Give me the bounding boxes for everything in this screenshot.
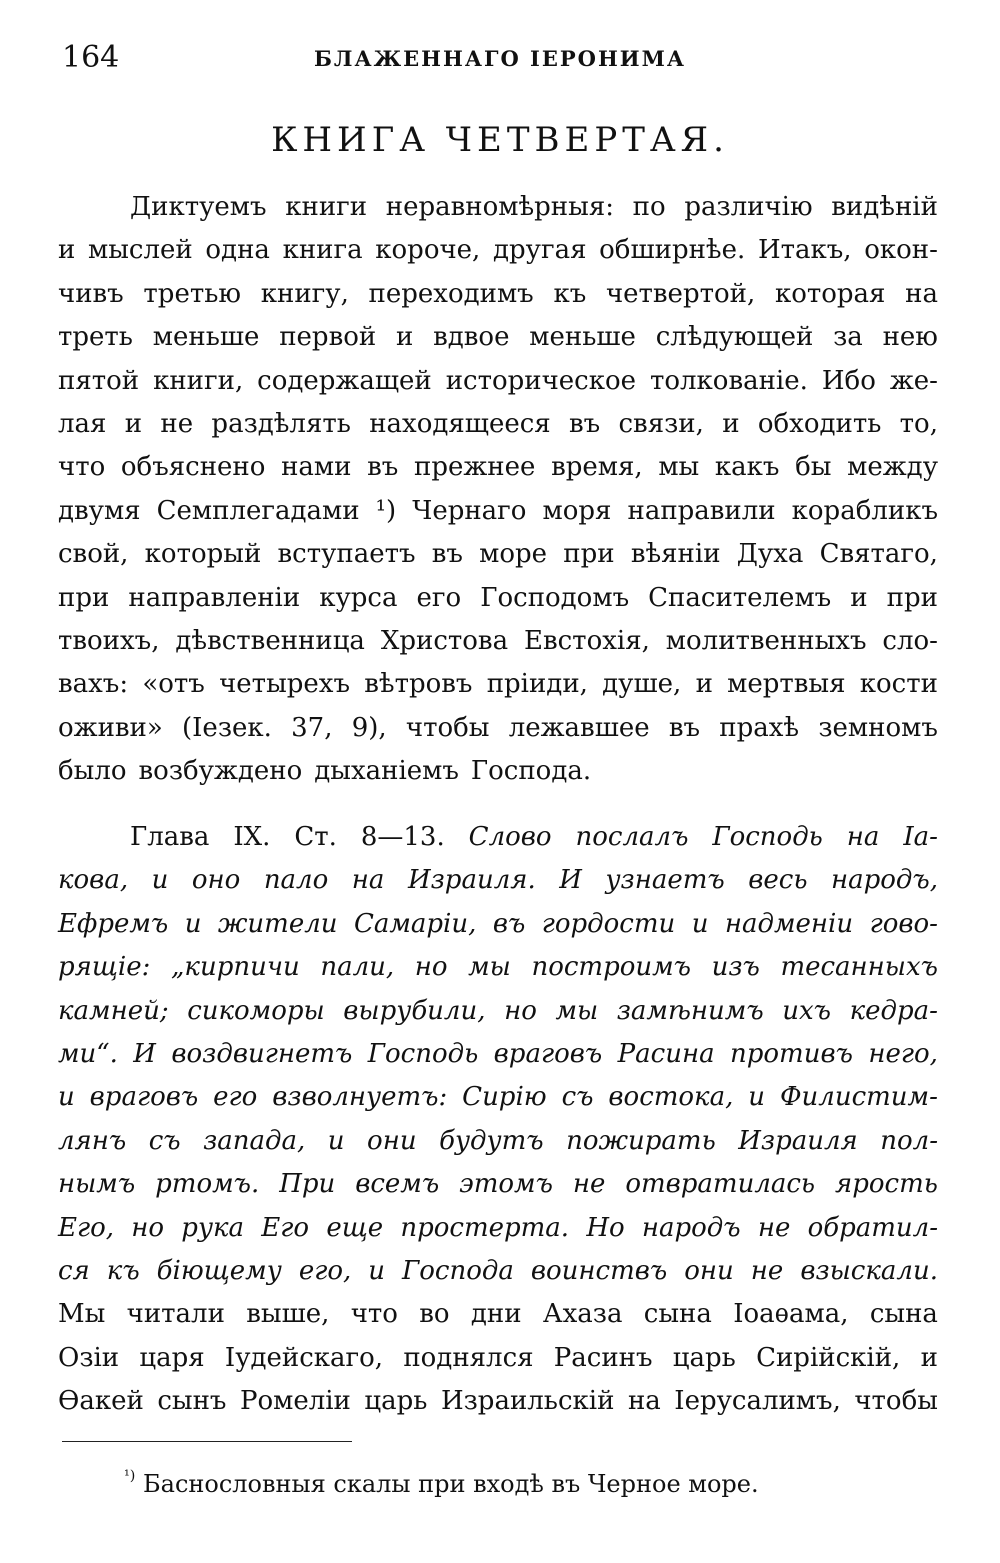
word: съ <box>561 1082 594 1113</box>
word: третью <box>143 278 242 309</box>
word: пали, <box>320 952 395 983</box>
word: И <box>133 1038 156 1069</box>
word: Іерусалимъ, <box>674 1386 841 1417</box>
word: Спасителемъ <box>648 582 832 613</box>
word: простерта. <box>400 1212 570 1243</box>
text-line <box>58 1293 938 1336</box>
word: къ <box>106 1255 140 1286</box>
word: Ефремъ <box>58 908 169 939</box>
word: по <box>632 192 666 222</box>
word: время, <box>551 452 643 483</box>
word: на <box>627 1386 661 1417</box>
text-line <box>58 446 938 489</box>
word: чтобы <box>405 712 490 743</box>
word: ихъ <box>782 995 832 1026</box>
page-number: 164 <box>62 40 120 75</box>
word: враговъ <box>89 1082 199 1113</box>
word: различію <box>684 192 813 222</box>
word: Ахаза <box>542 1299 623 1330</box>
word: между <box>847 452 938 483</box>
word: сына <box>643 1299 712 1330</box>
word: сына <box>869 1299 938 1330</box>
word: мы <box>555 995 599 1026</box>
word: узнаетъ <box>605 865 725 896</box>
word: и <box>722 408 740 439</box>
word: 37, <box>291 712 333 743</box>
word: какъ <box>714 452 780 483</box>
word: «отъ <box>142 669 205 700</box>
word: направленіи <box>128 582 301 613</box>
word: гово- <box>869 908 938 939</box>
word: при <box>886 582 938 613</box>
word: книга <box>282 235 363 266</box>
word: сло- <box>882 625 938 656</box>
word: чтобы <box>854 1386 938 1417</box>
word: съ <box>148 1125 181 1156</box>
word: его <box>416 582 462 613</box>
word: они <box>684 1255 734 1286</box>
word: Чернаго <box>412 495 527 526</box>
word: всемъ <box>355 1169 440 1200</box>
word: неравномѣрныя: <box>385 192 614 222</box>
word: четвертой, <box>605 278 756 309</box>
word: Ибо <box>821 365 876 396</box>
word: Христова <box>380 625 509 656</box>
word: народъ <box>641 1212 741 1243</box>
word: Самаріи, <box>353 908 477 939</box>
word: сикоморы <box>187 995 325 1026</box>
word: камней; <box>58 995 169 1026</box>
word: то, <box>899 408 938 439</box>
word: не <box>572 1169 606 1200</box>
word: враговъ <box>493 1038 603 1069</box>
word: четырехъ <box>219 669 350 700</box>
word: Сирію <box>462 1082 547 1113</box>
word: и <box>327 1125 345 1156</box>
word: мы <box>468 952 511 983</box>
text-line <box>58 1337 938 1380</box>
word: лянъ <box>58 1125 127 1156</box>
word: они <box>367 1125 417 1156</box>
word: книгу, <box>260 278 349 309</box>
word: При <box>279 1169 336 1200</box>
word: царь <box>364 1386 428 1417</box>
word: Господомъ <box>480 582 630 613</box>
footnote-rule <box>62 1441 352 1442</box>
word: прежнее <box>414 452 536 483</box>
word: его <box>213 1082 258 1113</box>
word: Слово <box>468 822 552 852</box>
word: жители <box>217 908 338 939</box>
text-line <box>58 490 938 533</box>
word: другая <box>493 235 587 266</box>
word: Іа- <box>903 822 938 852</box>
word: книги <box>285 192 368 222</box>
word: Господь <box>712 822 823 852</box>
word: поднялся <box>403 1342 534 1373</box>
text-line <box>58 1076 938 1119</box>
word: „кирпичи <box>170 952 300 983</box>
word: обратил- <box>807 1212 938 1243</box>
word: свой, <box>58 539 129 570</box>
word: Глава <box>130 822 210 852</box>
word: пріиди, <box>486 669 588 700</box>
word: и <box>850 582 868 613</box>
word: изъ <box>711 952 760 983</box>
word: весь <box>748 865 808 896</box>
word: Іоаѳама, <box>733 1299 849 1330</box>
word: при <box>563 539 615 570</box>
word: рящіе: <box>58 952 151 983</box>
word: за <box>833 322 863 353</box>
word: Іудейскаго, <box>224 1342 384 1373</box>
word: и <box>58 1082 75 1113</box>
word: противъ <box>730 1038 853 1069</box>
word: мыслей <box>88 235 193 266</box>
word: вступаетъ <box>277 539 416 570</box>
word: Расина <box>617 1038 715 1069</box>
word: вѣяніи <box>630 539 721 570</box>
word: мы <box>658 452 700 483</box>
word: двумя <box>58 495 141 526</box>
word: пожирать <box>566 1125 716 1156</box>
word: И <box>559 865 582 896</box>
paragraph-chapter-ix <box>58 816 938 1423</box>
word: но <box>414 952 448 983</box>
word: въ <box>367 452 399 483</box>
word: 8—13. <box>360 822 445 852</box>
word: и <box>184 908 202 939</box>
word: оно <box>191 865 241 896</box>
text-line <box>58 990 938 1033</box>
word: переходимъ <box>368 278 534 309</box>
word: кова, <box>58 865 129 896</box>
word: и <box>58 235 76 266</box>
word: Его <box>261 1212 310 1243</box>
word: еще <box>326 1212 384 1243</box>
word: народъ, <box>831 865 938 896</box>
word: возбуждено <box>138 756 303 787</box>
text-line <box>58 1033 938 1076</box>
word: ¹) <box>375 495 397 526</box>
word: пол- <box>880 1125 938 1156</box>
word: ярость <box>835 1169 938 1200</box>
word: (Іезек. <box>182 712 272 743</box>
footnote-text: Баснословныя скалы при входѣ въ Черное море. <box>143 1470 759 1498</box>
word: Сирійскій, <box>756 1342 901 1373</box>
word: него, <box>868 1038 938 1069</box>
word: Диктуемъ <box>130 192 267 222</box>
word: прахѣ <box>719 712 800 743</box>
word: Филистим- <box>779 1082 938 1113</box>
word: на <box>351 865 385 896</box>
word: и <box>691 908 709 939</box>
word: въ <box>431 539 463 570</box>
word: чивъ <box>58 278 124 309</box>
word: содержащей <box>257 365 432 396</box>
text-line <box>58 1163 938 1206</box>
word: моря <box>542 495 612 526</box>
word: лая <box>58 408 107 439</box>
word: вахъ: <box>58 669 129 700</box>
word: Святаго, <box>819 539 938 570</box>
word: нами <box>281 452 352 483</box>
word: ртомъ. <box>155 1169 260 1200</box>
word: Расинъ <box>553 1342 653 1373</box>
word: читали <box>126 1299 225 1330</box>
word: ми“. <box>58 1038 118 1069</box>
word: бы <box>795 452 832 483</box>
word: царя <box>139 1342 205 1373</box>
word: его, <box>298 1255 352 1286</box>
word: море <box>479 539 548 570</box>
text-line <box>58 360 938 403</box>
word: біющему <box>156 1255 282 1286</box>
word: толкованіе. <box>650 365 808 396</box>
word: пятой <box>58 365 140 396</box>
text-line <box>58 663 938 706</box>
word: дни <box>470 1299 522 1330</box>
word: Но <box>586 1212 625 1243</box>
word: нымъ <box>58 1169 136 1200</box>
word: послалъ <box>575 822 689 852</box>
text-line <box>58 403 938 446</box>
running-title: БЛАЖЕННАГО ІЕРОНИМА <box>313 46 686 71</box>
word: дѣвственница <box>175 625 365 656</box>
word: 9), <box>351 712 387 743</box>
word: но <box>504 995 537 1026</box>
word: ся <box>58 1255 90 1286</box>
word: воздвигнетъ <box>171 1038 353 1069</box>
word: объяснено <box>120 452 266 483</box>
word: Его, <box>58 1212 115 1243</box>
word: и <box>151 865 169 896</box>
word: Ромеліи <box>239 1386 351 1417</box>
word: запада, <box>203 1125 306 1156</box>
word: слѣдующей <box>655 322 814 353</box>
word: который <box>144 539 262 570</box>
word: построимъ <box>531 952 691 983</box>
word: и <box>368 1255 386 1286</box>
word: Духа <box>736 539 804 570</box>
paragraph-intro <box>58 186 938 793</box>
word: не <box>160 408 194 439</box>
word: замѣнимъ <box>616 995 764 1026</box>
word: не <box>757 1212 791 1243</box>
footnote-marker: ¹) <box>124 1468 136 1484</box>
text-line <box>58 229 938 272</box>
word: кости <box>859 669 938 700</box>
word: Евстохія, <box>524 625 650 656</box>
word: и <box>395 322 414 353</box>
word: сынъ <box>157 1386 227 1417</box>
word: историческое <box>445 365 637 396</box>
word: Израиля <box>738 1125 858 1156</box>
word: которая <box>774 278 886 309</box>
word: къ <box>553 278 587 309</box>
text-line <box>58 533 938 576</box>
word: тесанныхъ <box>780 952 938 983</box>
word: мертвыя <box>727 669 846 700</box>
word: Господь <box>367 1038 479 1069</box>
word: меньше <box>152 322 260 353</box>
word: въ <box>492 908 526 939</box>
word: при <box>58 582 110 613</box>
text-line <box>58 273 938 316</box>
word: вдвое <box>433 322 510 353</box>
word: книги, <box>153 365 244 396</box>
word: что <box>350 1299 398 1330</box>
word: и <box>920 1342 938 1373</box>
word: Мы <box>58 1299 106 1330</box>
word: курса <box>319 582 398 613</box>
word: и <box>124 408 143 439</box>
word: раздѣлять <box>211 408 351 439</box>
word: отвратилась <box>625 1169 816 1200</box>
text-line <box>58 1250 938 1293</box>
word: гордости <box>541 908 676 939</box>
word: воинствъ <box>530 1255 668 1286</box>
word: востока, <box>608 1082 734 1113</box>
word: Господа. <box>470 756 592 787</box>
word: этомъ <box>459 1169 553 1200</box>
word: первой <box>279 322 377 353</box>
word: вырубили, <box>343 995 486 1026</box>
word: душе, <box>602 669 682 700</box>
word: и <box>695 669 713 700</box>
word: на <box>846 822 880 852</box>
word: взыскали. <box>800 1255 938 1286</box>
text-line <box>58 946 938 989</box>
word: надменіи <box>724 908 854 939</box>
word: пало <box>263 865 329 896</box>
word: Ѳакей <box>58 1386 144 1417</box>
word: но <box>131 1212 165 1243</box>
word: что <box>58 452 106 483</box>
word: оживи» <box>58 712 163 743</box>
word: обходить <box>757 408 882 439</box>
chapter-title: КНИГА ЧЕТВЕРТАЯ. <box>271 120 729 160</box>
text-line <box>58 1120 938 1163</box>
text-line <box>58 859 938 902</box>
text-line <box>58 1207 938 1250</box>
word: короче, <box>375 235 481 266</box>
text-line <box>58 1380 938 1423</box>
text-line <box>58 707 938 750</box>
word: было <box>58 756 127 787</box>
word: рука <box>181 1212 245 1243</box>
word: Итакъ, <box>757 235 852 266</box>
word: же- <box>889 365 938 396</box>
word: выше, <box>246 1299 330 1330</box>
word: во <box>419 1299 450 1330</box>
text-line <box>58 903 938 946</box>
word: направили <box>627 495 776 526</box>
word: меньше <box>529 322 636 353</box>
word: окон- <box>864 235 938 266</box>
word: нею <box>882 322 938 353</box>
word: и <box>748 1082 766 1113</box>
word: земномъ <box>818 712 938 743</box>
word: кедра- <box>849 995 938 1026</box>
text-line <box>58 316 938 359</box>
text-line <box>58 620 938 663</box>
word: вѣтровъ <box>364 669 473 700</box>
word: въ <box>668 712 701 743</box>
word: лежавшее <box>508 712 650 743</box>
word: твоихъ, <box>58 625 160 656</box>
word: IX. <box>233 822 271 852</box>
word: обширнѣе. <box>599 235 746 266</box>
word: Озіи <box>58 1342 120 1373</box>
word: въ <box>569 408 601 439</box>
word: Израильскій <box>440 1386 615 1417</box>
word: Господа <box>402 1255 514 1286</box>
word: на <box>905 278 938 309</box>
page-header <box>62 40 938 84</box>
text-line <box>58 186 938 229</box>
word: видѣній <box>831 192 938 222</box>
word: Семплегадами <box>156 495 360 526</box>
word: Ст. <box>294 822 337 852</box>
word: будутъ <box>439 1125 544 1156</box>
word: взволнуетъ: <box>272 1082 448 1113</box>
word: корабликъ <box>791 495 938 526</box>
word: царь <box>672 1342 736 1373</box>
word: связи, <box>618 408 704 439</box>
word: одна <box>205 235 270 266</box>
word: Израиля. <box>407 865 536 896</box>
word: не <box>750 1255 784 1286</box>
text-line <box>58 750 938 793</box>
footnote <box>124 1470 759 1498</box>
text-line <box>58 816 938 859</box>
word: находящееся <box>369 408 551 439</box>
text-line <box>58 577 938 620</box>
word: треть <box>58 322 133 353</box>
word: дыханіемъ <box>314 756 459 787</box>
word: молитвенныхъ <box>665 625 867 656</box>
